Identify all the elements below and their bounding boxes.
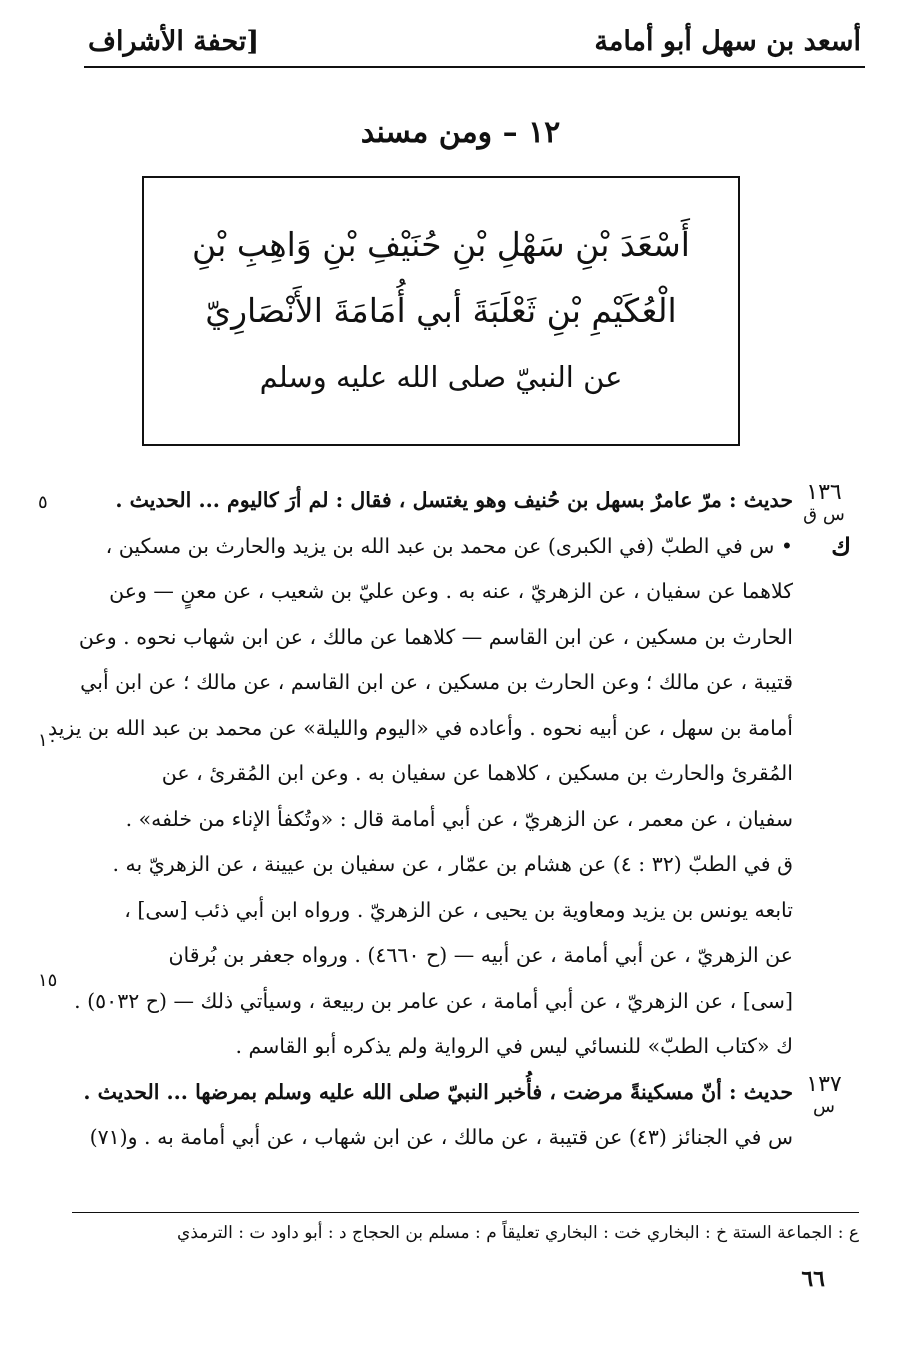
musnad-title-box [142,176,740,446]
entry-line: كلاهما عن سفيان ، عن الزهريّ ، عنه به . وعن عليّ بن شعيب ، عن معنٍ — وعن [109,579,793,603]
entry-line: عن الزهريّ ، عن أبي أمامة ، عن أبيه — (ح ٤٦٦٠) . ورواه جعفر بن بُرقان [168,943,793,967]
entry-line: ق في الطبّ (٣٢ : ٤) عن هشام بن عمّار ، عن سفيان بن عيينة ، عن الزهريّ به . [112,852,793,876]
entry-codes: س ق [803,504,845,525]
entry-codes: س [813,1095,835,1117]
entry-line: س في الجنائز (٤٣) عن قتيبة ، عن مالك ، عن ابن شهاب ، عن أبي أمامة به . و(٧١) [89,1125,793,1149]
margin-line-number-10: ١٠ [38,730,58,751]
entry-marker-k: ك [831,532,851,561]
entry-line: الحارث بن مسكين ، عن ابن القاسم — كلاهما عن مالك ، عن ابن شهاب نحوه . وعن [78,624,793,649]
entry-line: ك «كتاب الطبّ» للنسائي ليس في الرواية ولم يذكره أبو القاسم . [235,1034,793,1058]
header-left-title: [تحفة الأشراف [88,26,260,57]
entry-line: المُقرئ والحارث بن مسكين ، كلاهما عن سفيان به . وعن ابن المُقرئ ، عن [161,761,793,785]
entry-body [80,1070,793,1161]
box-line-1: أَسْعَدَ بْنِ سَهْلِ بْنِ حُنَيْفِ بْنِ وَاهِبِ بْنِ [192,225,690,264]
entry-line: حديث : مرّ عامرٌ بسهل بن حُنيف وهو يغتسل ، فقال : لم أرَ كاليوم ... الحديث . [115,488,793,512]
entry-line: [سى] ، عن الزهريّ ، عن أبي أمامة ، عن عامر بن ربيعة ، وسيأتي ذلك — (ح ٥٠٣٢) . [74,988,793,1013]
header-right-title: أسعد بن سهل أبو أمامة [594,26,861,57]
margin-line-number-15: ١٥ [38,970,58,991]
box-line-3: عن النبيّ صلى الله عليه وسلم [259,360,623,394]
hadith-entry-137 [0,1070,921,1161]
entry-line: • س في الطبّ (في الكبرى) عن محمد بن عبد الله بن يزيد والحارث بن مسكين ، [105,533,793,558]
section-title: ١٢ – ومن مسند [360,115,561,150]
margin-line-number-5: ٥ [38,492,48,513]
entry-line: أمامة بن سهل ، عن أبيه نحوه . وأعاده في «اليوم والليلة» عن محمد بن عبد الله بن يزيد [47,715,793,740]
hadith-entries [0,478,921,1161]
entry-line: قتيبة ، عن مالك ؛ وعن الحارث بن مسكين ، عن ابن القاسم ، عن مالك ؛ عن ابن أبي [80,670,793,694]
entry-line: تابعه يونس بن يزيد ومعاوية بن يحيى ، عن الزهريّ . ورواه ابن أبي ذئب [سى] ، [124,897,793,922]
running-header [84,18,865,68]
hadith-entry-136 [0,478,921,1070]
entry-number: ١٣٦ س ق [793,482,855,526]
abbreviation-legend: ع : الجماعة الستة خ : البخاري خت : البخاري تعليقاً م : مسلم بن الحجاج د : أبو داود ت : الترمذي [72,1212,859,1243]
entry-line: سفيان ، عن معمر ، عن الزهريّ ، عن أبي أمامة قال : «وتُكفأ الإناء من خلفه» . [125,806,793,831]
page-number: ٦٦ [801,1266,825,1292]
entry-line: حديث : أنّ مسكينةً مرضت ، فأُخبر النبيّ صلى الله عليه وسلم بمرضها ... الحديث . [83,1079,793,1104]
box-line-2: الْعُكَيْمِ بْنِ ثَعْلَبَةَ أبي أُمَامَةَ الأَنْصَارِيّ [205,291,677,330]
entry-number: ١٣٧ س [793,1074,855,1118]
